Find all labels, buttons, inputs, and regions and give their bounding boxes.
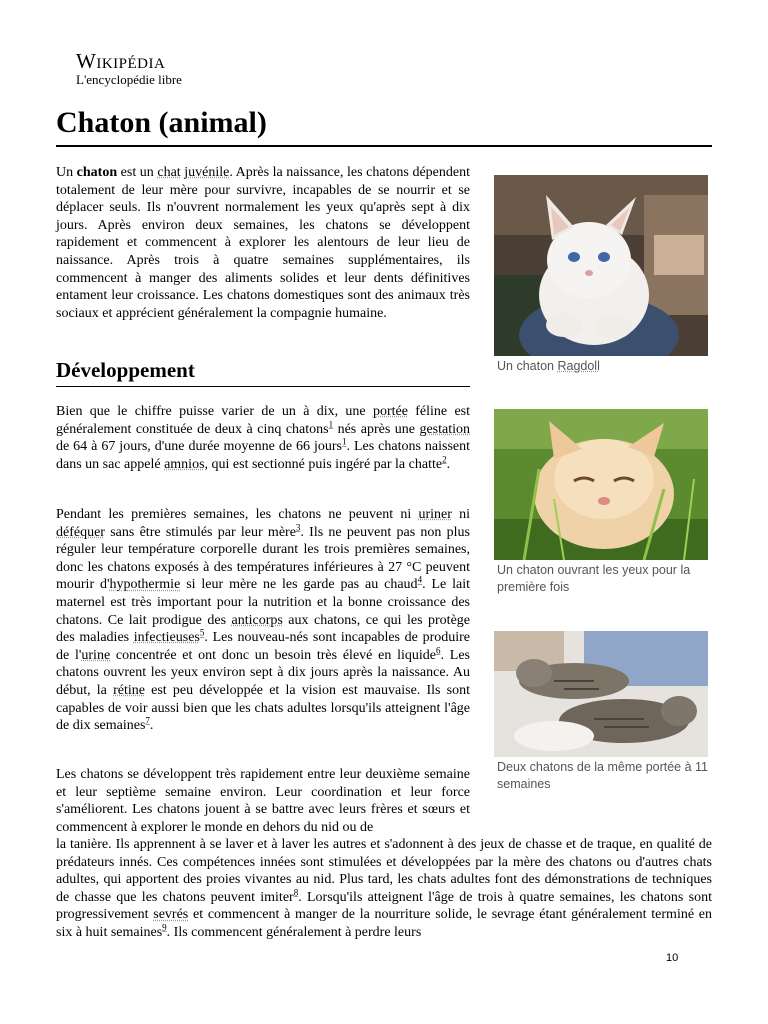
text: est un [117,165,158,180]
wikipedia-logo[interactable] [76,50,182,87]
ragdoll-kitten-image[interactable] [494,175,708,356]
text: sans être stimulés par leur mère [104,524,296,540]
text: Pendant les premières semaines, les chatons ne peuvent ni [56,507,419,522]
text: . [149,718,154,734]
kitten-in-grass-image[interactable] [494,409,708,560]
text: . Ils ne peuvent pas non plus réguler leur température corporelle durant les trois premières semaines, donc les chatons exposés à des températures inférieures à 27 °C peuvent mourir d' [56,524,470,593]
text: Bien que le chiffre puisse varier de un à dix, une [56,404,373,419]
link-chat[interactable]: chat [157,165,181,180]
figure-two-kittens [494,631,708,793]
figure-ragdoll-kitten [494,175,708,375]
figure-kitten-opening-eyes [494,409,708,596]
figure-caption: Deux chatons de la même portée à 11 semaines [497,760,709,791]
text: si leur mère ne les garde pas au chaud [180,577,418,593]
text: ni [451,507,471,522]
link-anticorps[interactable]: anticorps [231,612,283,628]
figure-caption: Un chaton ouvrant les yeux pour la première fois [497,563,691,594]
text: féline est généralement constituée de deux à cinq chatons [56,404,471,437]
page-number: 10 [666,952,679,964]
development-paragraph-3a [56,766,470,836]
text: , qui est sectionné puis ingéré par la chatte [204,456,443,472]
reference[interactable]: 4 [417,574,423,585]
text: . Après la naissance, les chatons dépendent totalement de leur mère pour survivre, incapables de se nourrir et se déplacer seuls. Ils n'ouvrent normalement les yeux qu'après sept à dix jours. Après environ deux semaines, les chatons se développent rapidement et commencent à explorer les alentours de leur lieu de naissance. Après trois à quatre semaines supplémentaires, ils commencent à manger des aliments solides et leur dents définitives entament leur croissance. Les chatons domestiques sont des animaux très sociaux et apprécient généralement la compagnie humaine. [56,165,470,321]
logo-subtitle: L'encyclopédie libre [76,72,182,87]
reference[interactable]: 8 [293,887,299,898]
text: est peu développée et la vision est mauvaise. Ils sont capables de voir aussi bien que les chats adultes lorsqu'ils atteignent l'âge de dix semaines [56,682,470,734]
link-uriner[interactable]: uriner [418,507,452,522]
link-defequer[interactable]: déféquer [56,524,105,540]
development-paragraph-2 [56,506,470,735]
intro-paragraph [56,164,470,322]
text: de 64 à 67 jours, d'une durée moyenne de 66 jours [56,439,342,455]
reference[interactable]: 1 [328,418,334,429]
development-paragraph-1 [56,403,470,473]
link-retine[interactable]: rétine [113,682,145,698]
link-infectieuses[interactable]: infectieuses [133,630,200,646]
link-hypothermie[interactable]: hypothermie [109,577,181,593]
section-heading: Développement [56,356,470,387]
text: . [446,456,451,472]
reference[interactable]: 3 [295,521,301,532]
bold-term: chaton [76,165,118,180]
link-sevres[interactable]: sevrés [153,907,189,923]
text: concentrée et ont donc un besoin très élevé en liquide [110,647,436,663]
reference[interactable]: 7 [145,715,150,726]
caption-text: Un chaton [497,359,558,373]
two-kittens-image[interactable] [494,631,708,757]
text: Un [56,165,77,180]
text: Les chatons se développent très rapidement entre leur deuxième semaine et leur septième semaine environ. Leur coordination et leur force s'améliorent. Les chatons jouent à se battre avec leurs frères et sœurs et commencent à explorer le monde en dehors du nid ou de [56,767,470,835]
text: . Le lait maternel est très important pour la nutrition et la bonne croissance des chatons. Ce lait prodigue des [56,577,470,628]
text: la tanière. Ils apprennent à se laver et à laver les autres et s'adonnent à des jeux de chasse et de traque, en qualité de prédateurs innés. Ces compétences innées sont stimulées et développées par la mère des chatons ou d'autres chats adultes, qui apportent des proies vivantes au nid. Plus tard, les chats adultes font des démonstrations de techniques de chasse que les chatons peuvent imiter [56,837,712,905]
link-urine[interactable]: urine [81,647,111,663]
reference[interactable]: 9 [162,922,167,933]
development-paragraph-3b [56,836,712,942]
link-gestation[interactable]: gestation [419,421,470,437]
link-juvenile[interactable]: juvénile [184,165,230,180]
logo-title: Wikipédia [76,49,166,73]
text: . Les chatons ouvrent les yeux environ sept à dix jours après la naissance. Au début, la [56,647,470,698]
text: aux chatons, ce qui les protège des maladies [56,612,470,646]
text: . Lorsqu'ils atteignent l'âge de trois à quatre semaines, les chatons sont progressivement [56,889,712,923]
text: . Les nouveau-nés sont incapables de produire de l' [56,630,471,663]
reference[interactable]: 1 [342,436,347,447]
reference[interactable]: 2 [442,454,447,465]
link-ragdoll[interactable]: Ragdoll [557,359,600,373]
reference[interactable]: 6 [436,645,441,656]
link-amnios[interactable]: amnios [164,456,205,472]
text: nés après une [333,421,420,437]
text: . Ils commencent généralement à perdre leurs [166,924,422,940]
link-portee[interactable]: portée [372,404,408,419]
reference[interactable]: 5 [199,627,205,638]
text: . Les chatons naissent dans un sac appelé [56,439,470,472]
text: et commencent à manger de la nourriture solide, le sevrage étant généralement terminé en six à huit semaines [56,907,712,940]
figure-caption [494,358,708,375]
page-title: Chaton (animal) [56,104,712,147]
